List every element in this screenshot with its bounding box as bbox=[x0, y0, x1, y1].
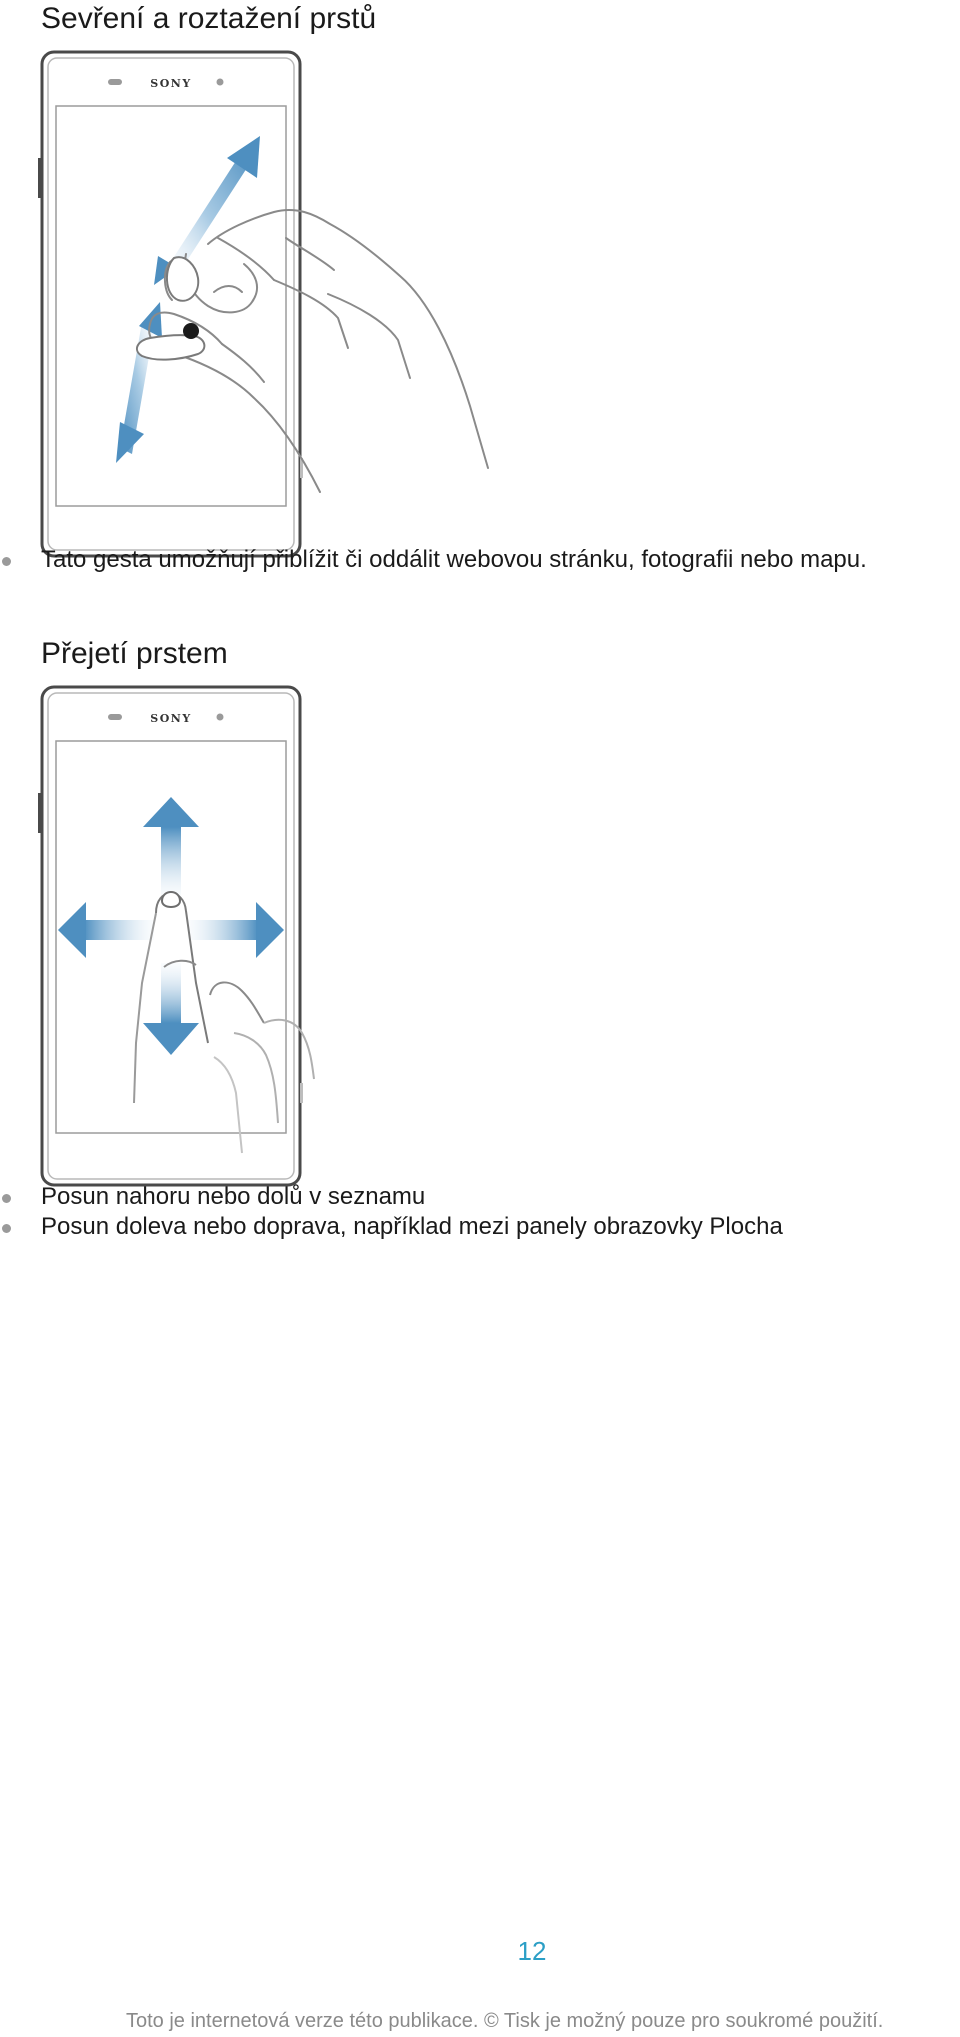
section-heading-pinch: Sevření a roztažení prstů bbox=[41, 2, 377, 35]
phone-brand-logo: SONY bbox=[150, 712, 192, 725]
list-item bbox=[0, 1182, 783, 1212]
swipe-illustration bbox=[38, 683, 378, 1195]
list-item-text: Posun nahoru nebo dolů v seznamu bbox=[41, 1183, 426, 1210]
swipe-bullet-list bbox=[0, 1182, 783, 1242]
bullet-icon bbox=[2, 557, 11, 566]
phone-frame bbox=[38, 52, 303, 556]
footer-note: Toto je internetová verze této publikace. © Tisk je možný pouze pro soukromé použití. bbox=[126, 2010, 884, 2032]
list-item bbox=[0, 545, 867, 575]
phone-brand-logo: SONY bbox=[150, 77, 192, 90]
page-number: 12 bbox=[517, 1936, 547, 1966]
pinch-illustration bbox=[38, 48, 498, 566]
bullet-icon bbox=[2, 1224, 11, 1233]
list-item bbox=[0, 1212, 783, 1242]
section-heading-swipe: Přejetí prstem bbox=[41, 637, 228, 670]
bullet-icon bbox=[2, 1194, 11, 1203]
list-item-text: Posun doleva nebo doprava, například mezi panely obrazovky Plocha bbox=[41, 1213, 783, 1240]
list-item-text: Tato gesta umožňují přiblížit či oddálit webovou stránku, fotografii nebo mapu. bbox=[41, 546, 867, 573]
pinch-bullet-list bbox=[0, 545, 867, 575]
